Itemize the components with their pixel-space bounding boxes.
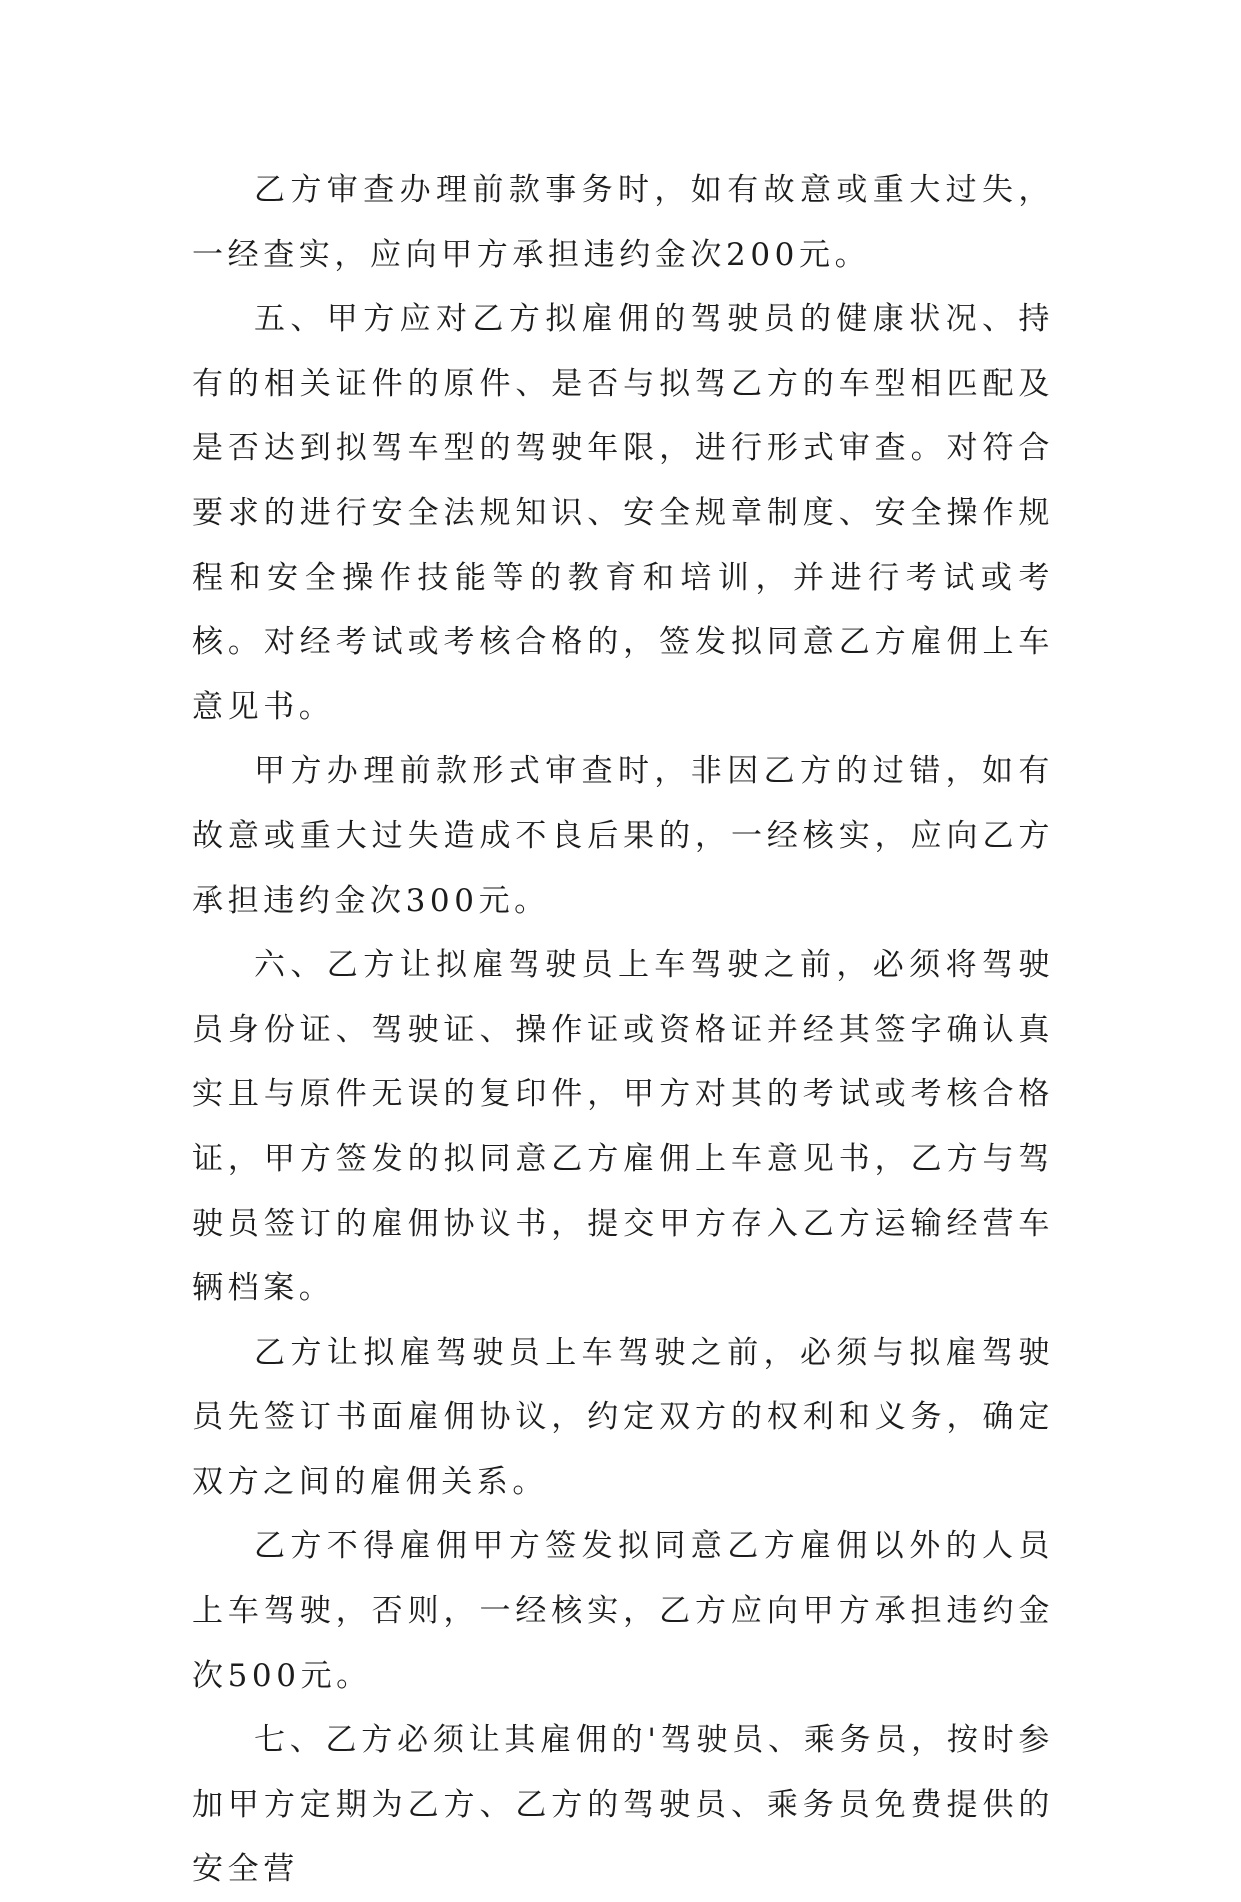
paragraph-6: 乙方不得雇佣甲方签发拟同意乙方雇佣以外的人员上车驾驶，否则，一经核实，乙方应向甲方承担违约金次500元。 — [192, 1528, 1054, 1694]
paragraph-1: 乙方审查办理前款事务时，如有故意或重大过失，一经查实，应向甲方承担违约金次200元。 — [192, 172, 1054, 273]
paragraph-4: 六、乙方让拟雇驾驶员上车驾驶之前，必须将驾驶员身份证、驾驶证、操作证或资格证并经其签字确认真实且与原件无误的复印件，甲方对其的考试或考核合格证，甲方签发的拟同意乙方雇佣上车意见书，乙方与驾驶员签订的雇佣协议书，提交甲方存入乙方运输经营车辆档案。 — [192, 947, 1054, 1307]
paragraph-2: 五、甲方应对乙方拟雇佣的驾驶员的健康状况、持有的相关证件的原件、是否与拟驾乙方的车型相匹配及是否达到拟驾车型的驾驶年限，进行形式审查。对符合要求的进行安全法规知识、安全规章制度、安全操作规程和安全操作技能等的教育和培训，并进行考试或考核。对经考试或考核合格的，签发拟同意乙方雇佣上车意见书。 — [192, 301, 1054, 725]
paragraph-5: 乙方让拟雇驾驶员上车驾驶之前，必须与拟雇驾驶员先签订书面雇佣协议，约定双方的权利和义务，确定双方之间的雇佣关系。 — [192, 1334, 1054, 1500]
paragraph-7: 七、乙方必须让其雇佣的'驾驶员、乘务员，按时参加甲方定期为乙方、乙方的驾驶员、乘务员免费提供的安全营 — [192, 1722, 1054, 1888]
paragraph-3: 甲方办理前款形式审查时，非因乙方的过错，如有故意或重大过失造成不良后果的，一经核实，应向乙方承担违约金次300元。 — [192, 753, 1054, 919]
document-body — [192, 158, 1054, 1902]
